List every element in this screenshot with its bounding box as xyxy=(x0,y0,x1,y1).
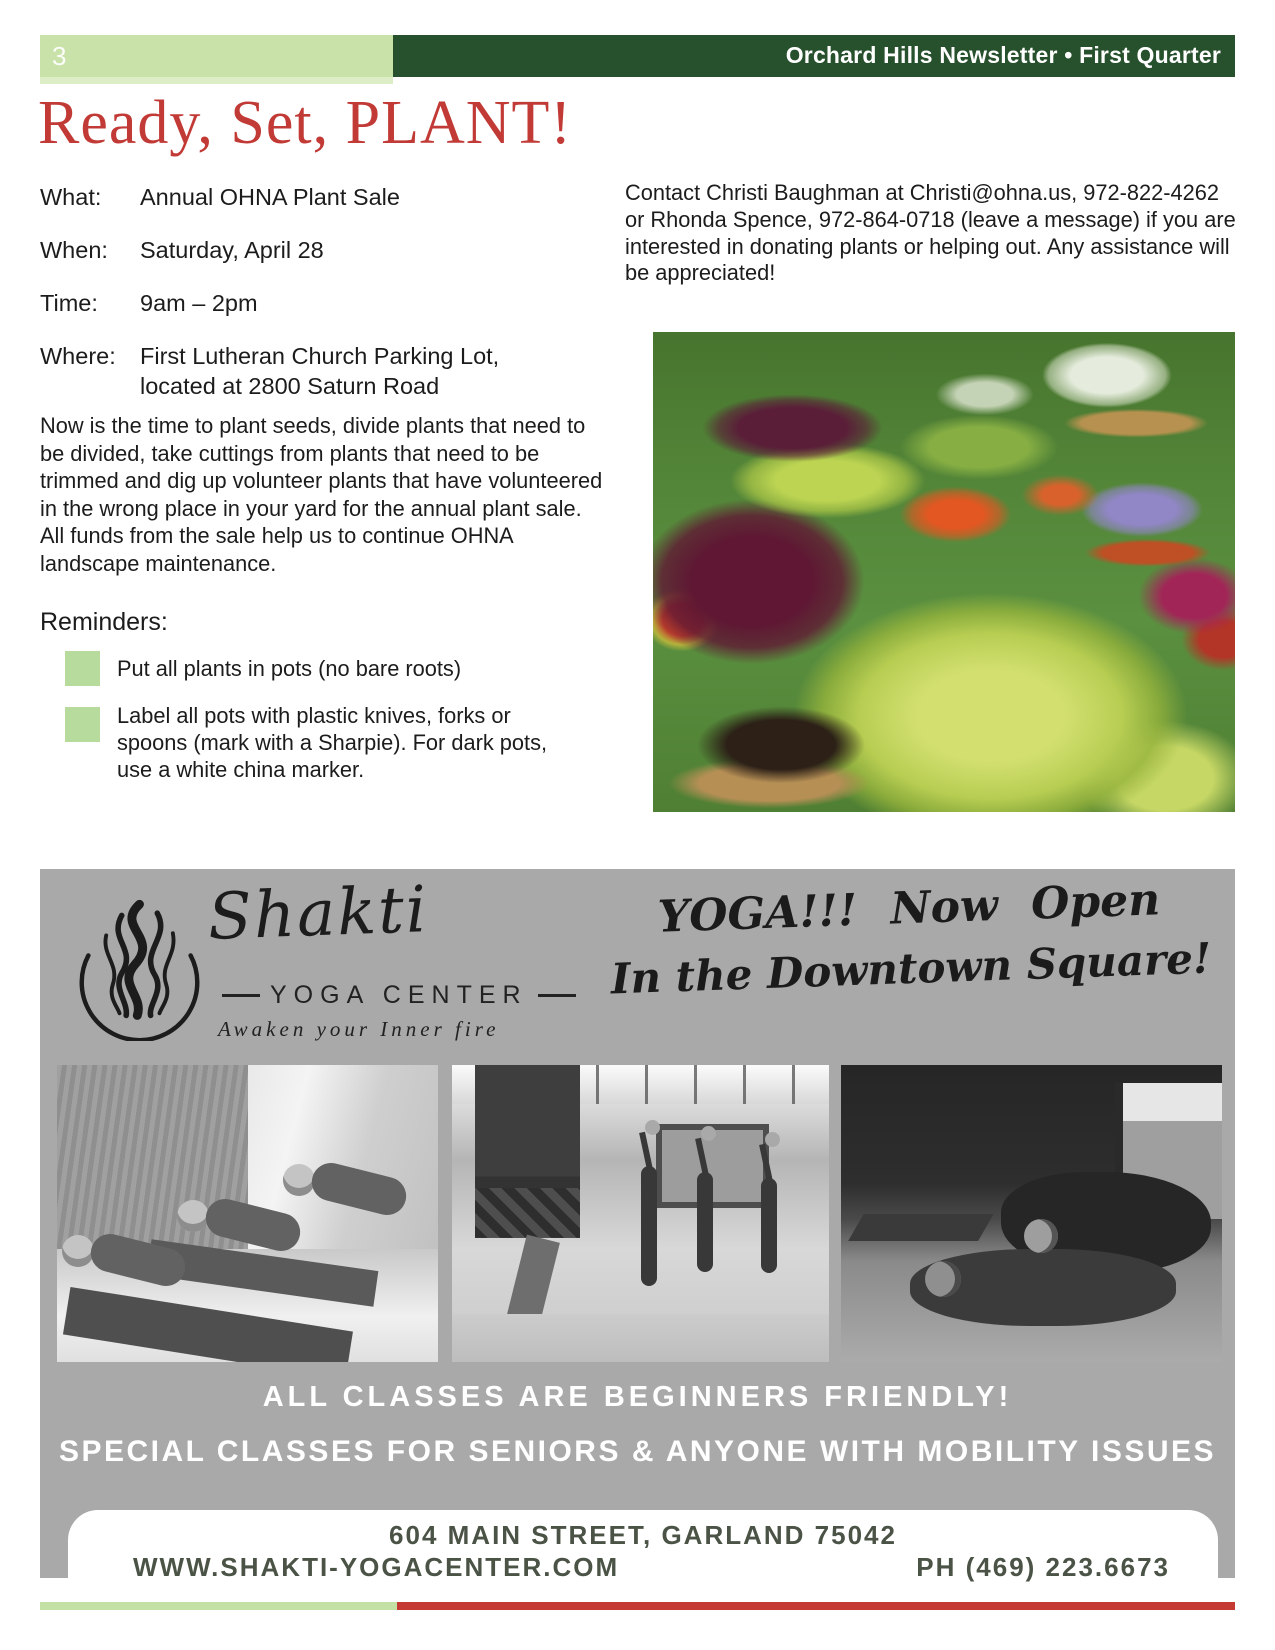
ad-headline-line1: YOGA!!! Now Open xyxy=(656,874,1161,943)
ad-contact-box xyxy=(68,1510,1218,1582)
photo-detail xyxy=(849,1214,994,1241)
reminder-item: Put all plants in pots (no bare roots) xyxy=(117,656,462,681)
detail-value: Annual OHNA Plant Sale xyxy=(140,184,400,210)
ad-address: 604 MAIN STREET, GARLAND 75042 xyxy=(389,1520,897,1550)
logo-subtitle xyxy=(212,981,586,1010)
yoga-photo-savasana-class xyxy=(841,1065,1222,1362)
ad-banner-line1: ALL CLASSES ARE BEGINNERS FRIENDLY! xyxy=(262,1381,1013,1413)
photo-person xyxy=(641,1166,657,1286)
reminders-heading: Reminders: xyxy=(40,608,168,636)
photo-person xyxy=(697,1172,713,1272)
bullet-square-icon xyxy=(65,707,100,742)
article-title: Ready, Set, PLANT! xyxy=(38,89,573,157)
ad-headline xyxy=(598,872,1221,1004)
logo-subtitle-text: YOGA CENTER xyxy=(270,981,528,1009)
newsletter-title: Orchard Hills Newsletter • First Quarter xyxy=(785,42,1221,68)
detail-value: Saturday, April 28 xyxy=(140,237,324,263)
detail-label: What: xyxy=(40,184,102,210)
detail-row-what xyxy=(40,182,615,212)
ad-website: WWW.SHAKTI-YOGACENTER.COM xyxy=(133,1552,620,1582)
page-number: 3 xyxy=(52,41,67,71)
detail-row-time xyxy=(40,288,615,318)
event-details-list xyxy=(40,182,615,424)
yoga-photo-plank-class xyxy=(57,1065,438,1362)
yoga-photo-standing-class xyxy=(452,1065,829,1362)
shakti-flame-icon xyxy=(72,891,207,1041)
yoga-photos-row xyxy=(40,1065,1235,1362)
header-bar xyxy=(393,35,1235,77)
contact-paragraph: Contact Christi Baughman at Christi@ohna.us, 972-822-4262 or Rhonda Spence, 972-864-0718 (leave a message) if you are interested in donating plants or helping out. Any assistance will be appreciated! xyxy=(625,180,1236,286)
detail-label: When: xyxy=(40,237,108,263)
detail-row-where xyxy=(40,341,615,401)
plant-sale-photo xyxy=(653,332,1235,812)
header-page-number-box xyxy=(40,35,393,77)
header-light-strip xyxy=(40,77,393,84)
photo-person xyxy=(761,1178,777,1273)
logo-wordmark: Shakti xyxy=(206,873,430,955)
footer-rule-red xyxy=(397,1602,1235,1610)
bullet-square-icon xyxy=(65,651,100,686)
ad-headline-line2: In the Downtown Square! xyxy=(610,933,1213,1004)
body-paragraph: Now is the time to plant seeds, divide plants that need to be divided, take cuttings from plants that need to be trimmed and dig up volunteer plants that have volunteered in the wrong place in your yard for the annual plant sale. All funds from the sale help us to continue OHNA landscape maintenance. xyxy=(40,413,603,576)
footer-rule-green xyxy=(40,1602,397,1610)
ad-banner-line2: SPECIAL CLASSES FOR SENIORS & ANYONE WITH MOBILITY ISSUES xyxy=(58,1435,1217,1468)
detail-label: Where: xyxy=(40,343,116,369)
yoga-center-ad xyxy=(40,869,1235,1582)
reminder-item: Label all pots with plastic knives, forks or spoons (mark with a Sharpie). For dark pots, use a white china marker. xyxy=(117,703,548,782)
photo-detail xyxy=(452,1314,829,1362)
photo-person xyxy=(925,1261,961,1297)
detail-value: First Lutheran Church Parking Lot, located at 2800 Saturn Road xyxy=(140,343,500,399)
detail-row-when xyxy=(40,235,615,265)
logo-tagline: Awaken your Inner fire xyxy=(218,1017,500,1041)
detail-value: 9am – 2pm xyxy=(140,290,258,316)
ad-phone: PH (469) 223.6673 xyxy=(916,1552,1170,1582)
detail-label: Time: xyxy=(40,290,98,316)
